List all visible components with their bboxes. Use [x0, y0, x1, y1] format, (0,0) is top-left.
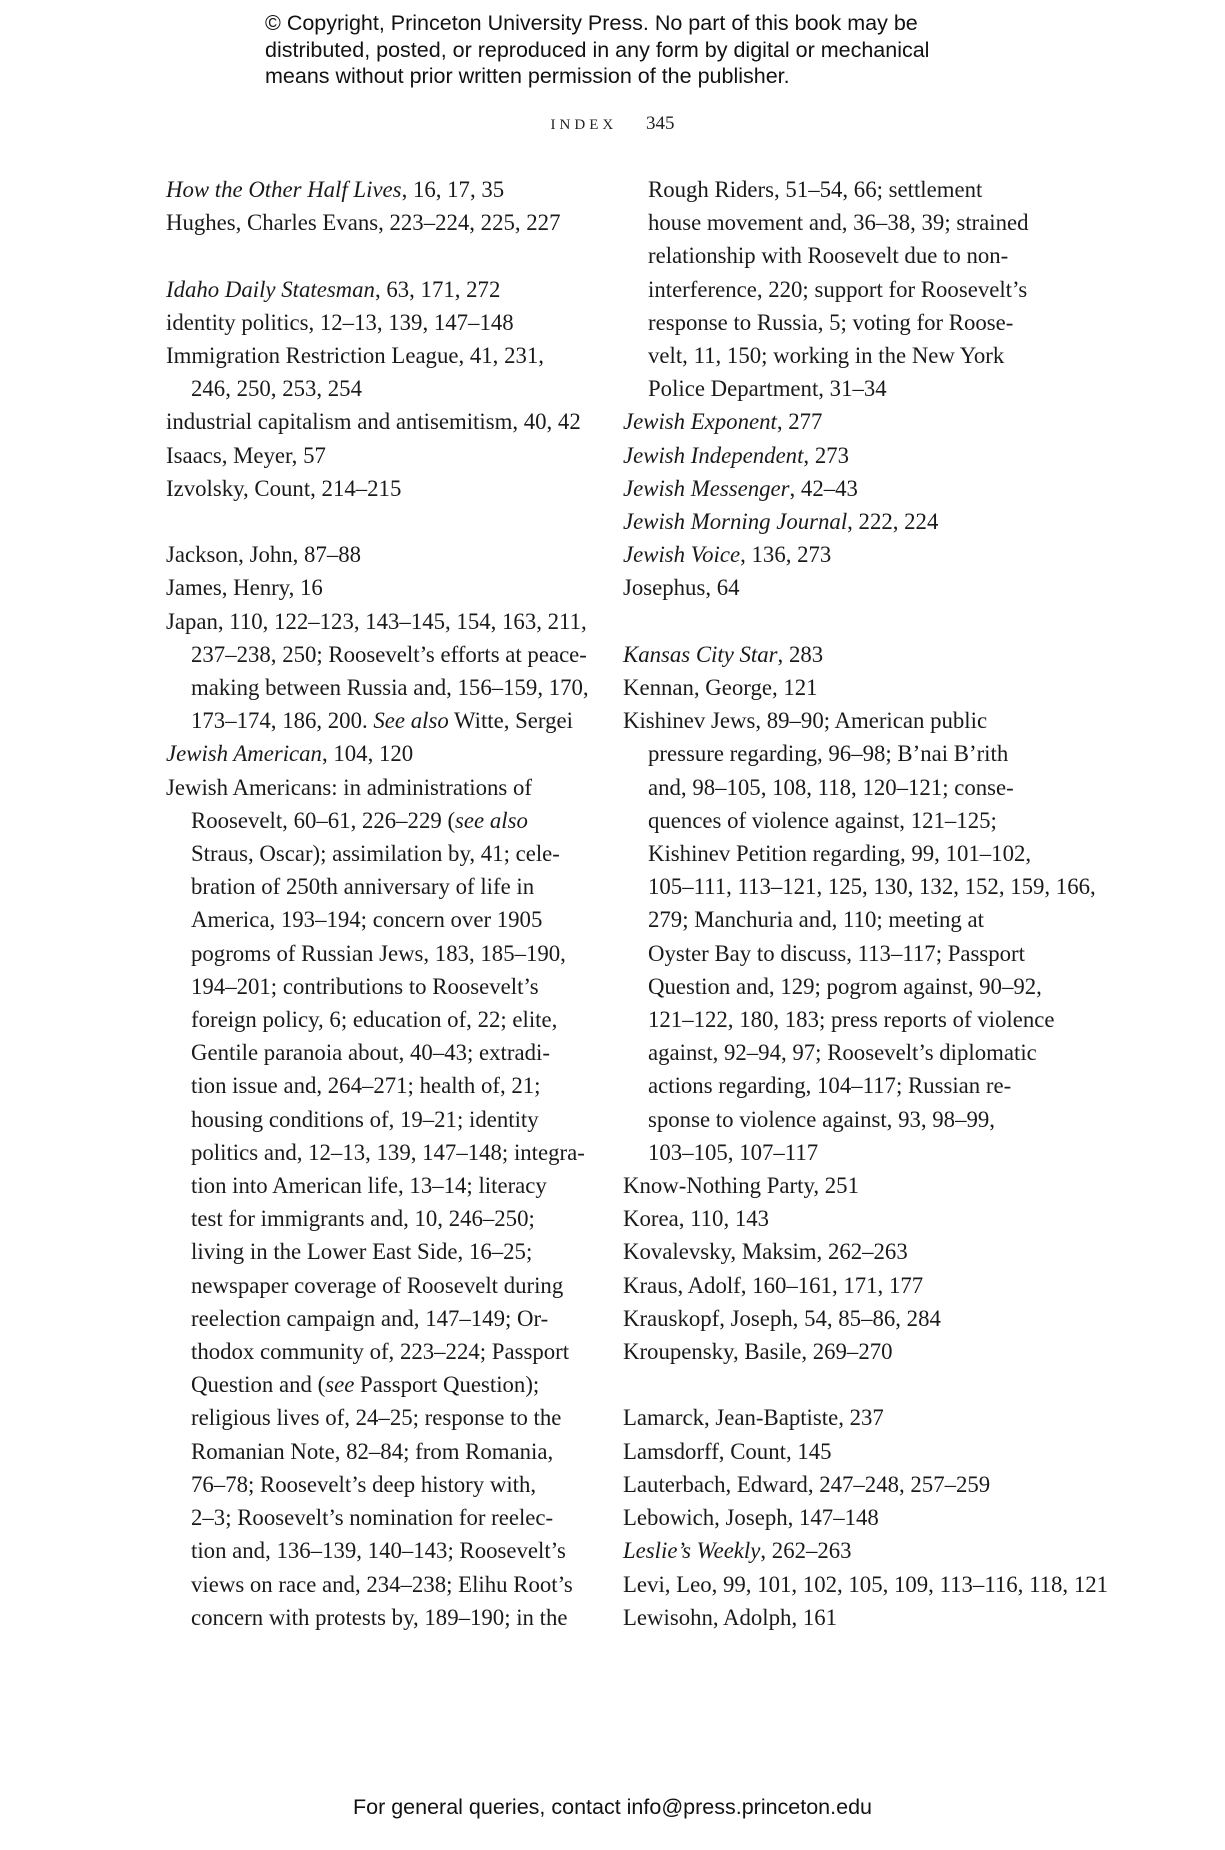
index-entry-line	[166, 372, 596, 405]
index-entry-line	[166, 870, 596, 903]
entry-text: Gentile paranoia about, 40–43; extradi-	[191, 1040, 550, 1066]
index-entry-line	[166, 1601, 596, 1634]
index-entry-line	[166, 1103, 596, 1136]
index-entry-line	[623, 937, 1043, 970]
index-entry-line	[623, 903, 1043, 936]
index-entry	[166, 771, 596, 1634]
entry-text: Levi, Leo, 99, 101, 102, 105, 109, 113–116, 118, 121	[623, 1571, 1109, 1597]
letter-group-gap	[166, 505, 596, 538]
entry-text: 194–201; contributions to Roosevelt’s	[191, 973, 539, 999]
index-entry-line	[166, 937, 596, 970]
italic-title: see	[325, 1372, 355, 1398]
index-entry-line	[623, 306, 1043, 339]
entry-text: Oyster Bay to discuss, 113–117; Passport	[648, 940, 1025, 966]
entry-text: Kishinev Jews, 89–90; American public	[623, 708, 988, 734]
index-entry-line	[623, 1169, 1043, 1202]
index-entry-line	[166, 1335, 596, 1368]
index-entry-line	[623, 1235, 1043, 1268]
index-entry	[623, 439, 1043, 472]
index-entry-line	[166, 970, 596, 1003]
index-entry-line	[166, 1468, 596, 1501]
italic-title: How the Other Half Lives	[166, 177, 402, 202]
italic-title: Leslie’s Weekly	[623, 1538, 761, 1564]
italic-title: see also	[455, 807, 528, 833]
entry-text: industrial capitalism and antisemitism, 40, 42	[166, 409, 581, 435]
index-entry	[623, 1269, 1043, 1302]
entry-text: Rough Riders, 51–54, 66; settlement	[648, 177, 983, 202]
index-entry-line	[623, 505, 1043, 538]
index-entry-line	[623, 1036, 1043, 1069]
entry-text: bration of 250th anniversary of life in	[191, 874, 535, 900]
index-entry-line	[166, 339, 596, 372]
index-entry	[166, 206, 596, 239]
index-entry-line	[166, 173, 596, 206]
index-entry	[623, 1302, 1043, 1335]
entry-text: Witte, Sergei	[448, 708, 573, 734]
entry-text: Kishinev Petition regarding, 99, 101–102,	[648, 841, 1032, 867]
index-entry-line	[166, 1368, 596, 1401]
index-entry-line	[623, 1269, 1043, 1302]
index-entry-line	[623, 1202, 1043, 1235]
index-entry-line	[623, 638, 1043, 671]
index-entry	[623, 1401, 1043, 1434]
entry-text: Krauskopf, Joseph, 54, 85–86, 284	[623, 1305, 941, 1331]
index-entry-line	[166, 1169, 596, 1202]
index-entry	[623, 1202, 1043, 1235]
index-entry-line	[166, 1401, 596, 1434]
entry-text: 76–78; Roosevelt’s deep history with,	[191, 1471, 537, 1497]
index-entry-line	[166, 1136, 596, 1169]
entry-text: actions regarding, 104–117; Russian re-	[648, 1073, 1012, 1099]
index-entry-line	[166, 1269, 596, 1302]
entry-text: thodox community of, 223–224; Passport	[191, 1339, 570, 1365]
entry-text: Romanian Note, 82–84; from Romania,	[191, 1438, 554, 1464]
index-entry	[623, 1435, 1043, 1468]
index-entry-line	[623, 1302, 1043, 1335]
entry-text: sponse to violence against, 93, 98–99,	[648, 1106, 995, 1132]
entry-text: response to Russia, 5; voting for Roose-	[648, 309, 1014, 335]
index-entry-line	[623, 737, 1043, 770]
copyright-line: © Copyright, Princeton University Press. No part of this book may be	[265, 11, 918, 35]
entry-text: , 283	[777, 641, 824, 667]
index-entry-line	[623, 571, 1043, 604]
index-entry-line	[166, 638, 596, 671]
index-entry-line	[623, 1435, 1043, 1468]
index-entry	[623, 1169, 1043, 1202]
index-entry-line	[623, 1401, 1043, 1434]
index-entry-line	[166, 1568, 596, 1601]
letter-group-gap	[623, 1368, 1043, 1401]
entry-text: Izvolsky, Count, 214–215	[166, 475, 402, 501]
index-entry	[166, 173, 596, 206]
entry-text: and, 98–105, 108, 118, 120–121; conse-	[648, 774, 1014, 800]
index-entry	[166, 439, 596, 472]
entry-text: newspaper coverage of Roosevelt during	[191, 1272, 564, 1298]
index-entry-line	[623, 970, 1043, 1003]
entry-text: against, 92–94, 97; Roosevelt’s diplomatic	[648, 1040, 1037, 1066]
index-entry-line	[623, 372, 1043, 405]
index-entry-line	[166, 472, 596, 505]
entry-text: 279; Manchuria and, 110; meeting at	[648, 907, 984, 933]
index-entry-line	[623, 1335, 1043, 1368]
copyright-notice	[265, 10, 985, 90]
index-entry	[166, 273, 596, 306]
index-entry-line	[623, 837, 1043, 870]
entry-text: 2–3; Roosevelt’s nomination for reelec-	[191, 1505, 554, 1531]
index-entry-line	[166, 538, 596, 571]
entry-text: quences of violence against, 121–125;	[648, 807, 997, 833]
italic-title: Jewish Voice	[623, 542, 741, 568]
entry-text: house movement and, 36–38, 39; strained	[648, 210, 1029, 236]
index-entry	[623, 1601, 1043, 1634]
entry-text: pressure regarding, 96–98; B’nai B’rith	[648, 741, 1009, 767]
entry-text: tion issue and, 264–271; health of, 21;	[191, 1073, 541, 1099]
copyright-line: distributed, posted, or reproduced in any form by digital or mechanical	[265, 37, 930, 62]
entry-text: Jackson, John, 87–88	[166, 542, 362, 568]
index-entry-line	[623, 704, 1043, 737]
entry-text: 237–238, 250; Roosevelt’s efforts at peace-	[191, 641, 587, 667]
entry-text: 121–122, 180, 183; press reports of violence	[648, 1007, 1055, 1033]
running-head	[0, 113, 1225, 135]
index-entry-line	[166, 1202, 596, 1235]
entry-text: Hughes, Charles Evans, 223–224, 225, 227	[166, 210, 561, 236]
index-entry-line	[623, 1568, 1109, 1601]
index-entry-continued	[623, 173, 1043, 405]
index-entry	[623, 1235, 1043, 1268]
italic-title: Jewish Morning Journal	[623, 509, 848, 535]
index-entry-line	[166, 1302, 596, 1335]
index-entry	[623, 671, 1043, 704]
index-entry	[623, 1468, 1043, 1501]
entry-text: , 63, 171, 272	[374, 276, 501, 302]
entry-text: Kennan, George, 121	[623, 675, 818, 701]
entry-text: relationship with Roosevelt due to non-	[648, 243, 1009, 269]
index-entry	[623, 1501, 1043, 1534]
index-entry-line	[623, 804, 1043, 837]
index-entry-line	[623, 472, 1043, 505]
index-entry-line	[166, 771, 596, 804]
entry-text: pogroms of Russian Jews, 183, 185–190,	[191, 940, 566, 966]
italic-title: See also	[373, 708, 449, 734]
index-entry-line	[166, 704, 596, 737]
entry-text: Know-Nothing Party, 251	[623, 1173, 859, 1199]
copyright-line: means without prior written permission of the publisher.	[265, 64, 790, 88]
entry-text: 173–174, 186, 200.	[191, 708, 374, 734]
entry-text: Passport Question);	[354, 1372, 540, 1398]
entry-text: Lebowich, Joseph, 147–148	[623, 1505, 879, 1531]
index-entry-line	[166, 306, 596, 339]
index-entry-line	[166, 206, 596, 239]
index-entry-line	[166, 1501, 596, 1534]
entry-text: tion and, 136–139, 140–143; Roosevelt’s	[191, 1538, 566, 1564]
entry-text: , 104, 120	[321, 741, 414, 767]
index-entry-line	[166, 571, 596, 604]
entry-text: tion into American life, 13–14; literacy	[191, 1173, 547, 1199]
entry-text: foreign policy, 6; education of, 22; elite,	[191, 1007, 558, 1033]
entry-text: Lamarck, Jean-Baptiste, 237	[623, 1405, 884, 1431]
entry-text: Immigration Restriction League, 41, 231,	[166, 343, 544, 368]
index-entry	[623, 505, 1043, 538]
italic-title: Kansas City Star	[623, 641, 778, 667]
entry-text: test for immigrants and, 10, 246–250;	[191, 1206, 535, 1232]
index-entry	[166, 472, 596, 505]
index-entry	[166, 538, 596, 571]
italic-title: Idaho Daily Statesman	[166, 276, 375, 302]
entry-text: Lewisohn, Adolph, 161	[623, 1604, 838, 1630]
entry-text: Kovalevsky, Maksim, 262–263	[623, 1239, 908, 1265]
index-entry	[623, 704, 1096, 1169]
index-entry-line	[623, 1501, 1043, 1534]
index-entry-line	[623, 1069, 1043, 1102]
index-entry-line	[623, 273, 1043, 306]
index-entry	[623, 1534, 1043, 1567]
entry-text: Japan, 110, 122–123, 143–145, 154, 163, 211,	[166, 608, 587, 634]
italic-title: Jewish Exponent	[623, 409, 777, 435]
entry-text: Jewish Americans: in administrations of	[166, 774, 532, 800]
index-entry-line	[623, 671, 1043, 704]
running-head-label: INDEX	[550, 117, 618, 133]
index-entry	[623, 638, 1043, 671]
index-entry	[166, 605, 596, 738]
entry-text: interference, 220; support for Roosevelt’s	[648, 276, 1028, 302]
index-entry-line	[623, 1003, 1055, 1036]
entry-text: Korea, 110, 143	[623, 1206, 770, 1232]
index-entry-line	[623, 771, 1043, 804]
entry-text: concern with protests by, 189–190; in the	[191, 1604, 568, 1630]
entry-text: Roosevelt, 60–61, 226–229 (	[191, 807, 456, 833]
index-entry	[166, 306, 596, 339]
entry-text: , 273	[803, 442, 850, 468]
index-entry-line	[166, 605, 596, 638]
entry-text: , 277	[776, 409, 823, 435]
index-entry	[623, 1568, 1109, 1601]
index-entry	[166, 737, 596, 770]
entry-text: America, 193–194; concern over 1905	[191, 907, 543, 933]
index-entry	[623, 405, 1043, 438]
entry-text: identity politics, 12–13, 139, 147–148	[166, 309, 514, 335]
italic-title: Jewish American	[166, 741, 322, 767]
index-entry-line	[648, 173, 1043, 206]
entry-text: reelection campaign and, 147–149; Or-	[191, 1305, 549, 1331]
index-entry-line	[166, 804, 596, 837]
entry-text: , 16, 17, 35	[401, 177, 505, 202]
index-entry-line	[623, 1468, 1043, 1501]
entry-text: , 262–263	[760, 1538, 852, 1564]
index-entry-line	[623, 1103, 1043, 1136]
entry-text: politics and, 12–13, 139, 147–148; integra-	[191, 1139, 585, 1165]
letter-group-gap	[623, 605, 1043, 638]
index-column-right	[623, 173, 1109, 1634]
entry-text: James, Henry, 16	[166, 575, 323, 601]
entry-text: 246, 250, 253, 254	[191, 376, 362, 402]
index-entry	[623, 538, 1043, 571]
index-entry-line	[623, 538, 1043, 571]
index-entry-line	[623, 1601, 1043, 1634]
index-entry-line	[623, 439, 1043, 472]
letter-group-gap	[166, 239, 596, 272]
index-entry-line	[166, 1534, 596, 1567]
index-entry-line	[166, 1069, 596, 1102]
entry-text: Kroupensky, Basile, 269–270	[623, 1339, 893, 1365]
entry-text: velt, 11, 150; working in the New York	[648, 343, 1005, 369]
index-entry	[166, 571, 596, 604]
index-entry-line	[166, 273, 596, 306]
entry-text: Kraus, Adolf, 160–161, 171, 177	[623, 1272, 924, 1298]
entry-text: making between Russia and, 156–159, 170,	[191, 675, 589, 701]
entry-text: Question and (	[191, 1372, 326, 1398]
entry-text: Josephus, 64	[623, 575, 740, 601]
italic-title: Jewish Independent	[623, 442, 804, 468]
index-entry-line	[623, 870, 1096, 903]
index-entry-line	[623, 239, 1043, 272]
index-entry-line	[623, 405, 1043, 438]
index-entry-line	[623, 206, 1043, 239]
index-entry-line	[166, 1435, 596, 1468]
entry-text: living in the Lower East Side, 16–25;	[191, 1239, 533, 1265]
index-entry-line	[166, 1036, 596, 1069]
entry-text: housing conditions of, 19–21; identity	[191, 1106, 539, 1132]
entry-text: Question and, 129; pogrom against, 90–92,	[648, 973, 1042, 999]
index-entry-line	[166, 439, 596, 472]
index-entry	[623, 472, 1043, 505]
index-entry-line	[623, 1534, 1043, 1567]
index-entry-line	[623, 339, 1043, 372]
index-column-left	[166, 173, 596, 1634]
index-entry-line	[166, 671, 596, 704]
page-number: 345	[645, 113, 675, 134]
index-entry	[623, 571, 1043, 604]
entry-text: , 136, 273	[740, 542, 832, 568]
entry-text: religious lives of, 24–25; response to the	[191, 1405, 562, 1431]
entry-text: Lamsdorff, Count, 145	[623, 1438, 832, 1464]
index-entry-line	[166, 737, 596, 770]
index-entry	[166, 339, 596, 405]
entry-text: views on race and, 234–238; Elihu Root’s	[191, 1571, 573, 1597]
entry-text: Lauterbach, Edward, 247–248, 257–259	[623, 1471, 991, 1497]
index-entry	[166, 405, 596, 438]
entry-text: , 222, 224	[847, 509, 939, 535]
entry-text: 105–111, 113–121, 125, 130, 132, 152, 159, 166,	[648, 874, 1096, 900]
entry-text: Straus, Oscar); assimilation by, 41; cele-	[191, 841, 560, 867]
index-entry	[623, 1335, 1043, 1368]
index-entry-line	[166, 405, 596, 438]
index-entry-line	[166, 837, 596, 870]
italic-title: Jewish Messenger	[623, 475, 790, 501]
index-entry-line	[166, 1003, 596, 1036]
entry-text: 103–105, 107–117	[648, 1139, 819, 1165]
entry-text: Police Department, 31–34	[648, 376, 887, 402]
entry-text: , 42–43	[789, 475, 858, 501]
footer-contact: For general queries, contact info@press.princeton.edu	[352, 1795, 872, 1819]
index-entry-line	[166, 903, 596, 936]
index-entry-line	[166, 1235, 596, 1268]
index-entry-line	[623, 1136, 1043, 1169]
entry-text: Isaacs, Meyer, 57	[166, 442, 326, 468]
